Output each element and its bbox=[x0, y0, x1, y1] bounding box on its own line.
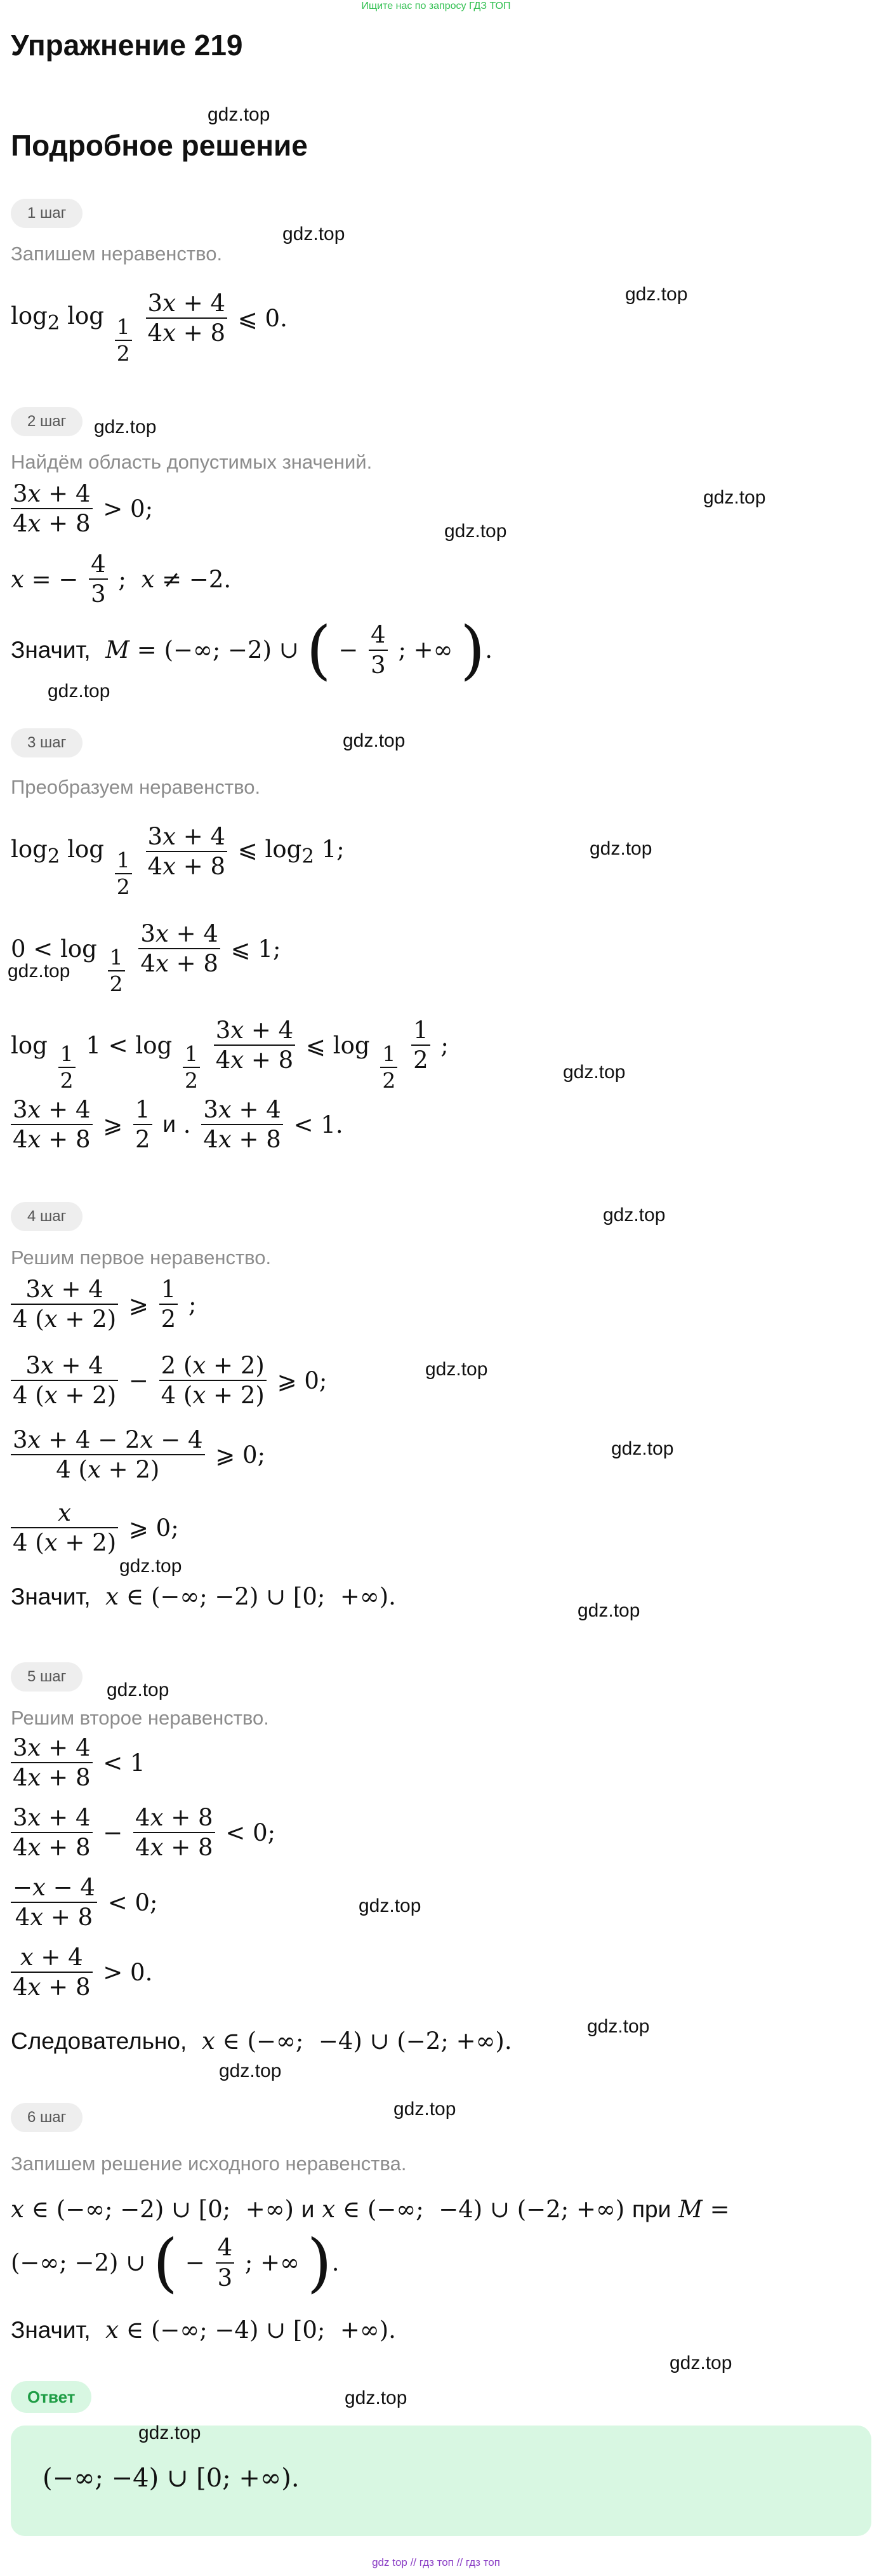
step-3-formula-1: $\log_2 \log$ $\frac{1}{2}$ $\frac{3x + 4}{4x + 8}$ ⩽ $\log_2 1$; bbox=[11, 823, 345, 900]
watermark: gdz.top bbox=[578, 1600, 640, 1621]
step-3-hint: Преобразуем неравенство. bbox=[11, 776, 261, 798]
watermark: gdz.top bbox=[138, 2422, 201, 2443]
watermark: gdz.top bbox=[670, 2352, 732, 2373]
step-6-formula-3: Значит, x ∈ (−∞; −4) ∪ [0; +∞). bbox=[11, 2316, 396, 2344]
watermark: gdz.top bbox=[343, 730, 406, 751]
step-4-formula-1: $\frac{3x + 4}{4 (x + 2)}$ ⩾ $\frac{1}{2}$ ; bbox=[11, 1275, 196, 1333]
step-4-badge: 4 шаг bbox=[11, 1202, 83, 1231]
step-4-formula-2: $\frac{3x + 4}{4 (x + 2)}$ − $\frac{2 (x + 2)}{4 (x + 2)}$ ⩾ 0; bbox=[11, 1351, 327, 1410]
search-hint-banner: Ищите нас по запросу ГДЗ ТОП bbox=[361, 1, 511, 11]
watermark: gdz.top bbox=[359, 1895, 421, 1916]
step-5-badge: 5 шаг bbox=[11, 1662, 83, 1692]
step-5-formula-5: Следовательно, x ∈ (−∞; −4) ∪ (−2; +∞). bbox=[11, 2027, 512, 2055]
section-title: Подробное решение bbox=[11, 129, 308, 162]
step-4-formula-3: $\frac{3x + 4 - 2x - 4}{4 (x + 2)}$ ⩾ 0; bbox=[11, 1425, 265, 1484]
step-6-badge: 6 шаг bbox=[11, 2103, 83, 2132]
step-2-formula-2: x = − $\frac{4}{3}$ ; x ≠ −2. bbox=[11, 551, 232, 608]
step-4-formula-4: $\frac{x}{4 (x + 2)}$ ⩾ 0; bbox=[11, 1498, 179, 1557]
watermark: gdz.top bbox=[107, 1679, 169, 1700]
watermark: gdz.top bbox=[282, 224, 345, 244]
step-5-formula-2: $\frac{3x + 4}{4x + 8}$ − $\frac{4x + 8}{4x + 8}$ < 0; bbox=[11, 1803, 275, 1862]
watermark: gdz.top bbox=[444, 521, 507, 542]
watermark: gdz.top bbox=[219, 2060, 282, 2081]
step-2-formula-3: Значит, M = (−∞; −2) ∪ ( − $\frac{4}{3}$ ; +∞ ). bbox=[11, 613, 493, 687]
step-5-formula-3: $\frac{-x - 4}{4x + 8}$ < 0; bbox=[11, 1873, 158, 1932]
watermark: gdz.top bbox=[48, 681, 110, 702]
step-5-formula-4: $\frac{x + 4}{4x + 8}$ > 0. bbox=[11, 1943, 152, 2001]
step-1-hint: Запишем неравенство. bbox=[11, 243, 223, 265]
footer-links[interactable]: gdz top // гдз топ // гдз топ bbox=[372, 2556, 500, 2568]
step-1-formula: $\log_2 \log$ $\frac{1}{2}$ $\frac{3x + 4}{4x + 8}$ ⩽ 0. bbox=[11, 290, 287, 366]
step-2-formula-1: $\frac{3x + 4}{4x + 8}$ > 0; bbox=[11, 479, 153, 538]
watermark: gdz.top bbox=[563, 1062, 626, 1083]
step-6-hint: Запишем решение исходного неравенства. bbox=[11, 2152, 407, 2175]
watermark: gdz.top bbox=[625, 284, 688, 305]
watermark: gdz.top bbox=[8, 961, 70, 982]
watermark: gdz.top bbox=[94, 417, 157, 437]
step-4-formula-5: Значит, x ∈ (−∞; −2) ∪ [0; +∞). bbox=[11, 1583, 396, 1610]
step-6-formula-2: (−∞; −2) ∪ ( − $\frac{4}{3}$ ; +∞ ). bbox=[11, 2226, 340, 2300]
watermark: gdz.top bbox=[345, 2387, 407, 2408]
watermark: gdz.top bbox=[208, 104, 270, 125]
answer-badge: Ответ bbox=[11, 2381, 91, 2413]
step-3-badge: 3 шаг bbox=[11, 728, 83, 757]
step-1-badge: 1 шаг bbox=[11, 199, 83, 228]
step-6-formula-1: x ∈ (−∞; −2) ∪ [0; +∞) и x ∈ (−∞; −4) ∪ (−2; +∞) при M = bbox=[11, 2196, 730, 2223]
step-3-formula-2: 0 < log $\frac{1}{2}$ $\frac{3x + 4}{4x + 8}$ ⩽ 1; bbox=[11, 920, 281, 997]
step-5-formula-1: $\frac{3x + 4}{4x + 8}$ < 1 bbox=[11, 1733, 145, 1792]
watermark: gdz.top bbox=[425, 1359, 488, 1380]
step-3-formula-4: $\frac{3x + 4}{4x + 8}$ ⩾ $\frac{1}{2}$ и . $\frac{3x + 4}{4x + 8}$ < 1. bbox=[11, 1095, 343, 1154]
watermark: gdz.top bbox=[611, 1438, 674, 1459]
watermark: gdz.top bbox=[587, 2016, 650, 2037]
watermark: gdz.top bbox=[393, 2099, 456, 2119]
step-2-badge: 2 шаг bbox=[11, 407, 83, 436]
watermark: gdz.top bbox=[603, 1205, 666, 1225]
page-title: Упражнение 219 bbox=[11, 29, 243, 62]
watermark: gdz.top bbox=[703, 487, 766, 508]
step-2-hint: Найдём область допустимых значений. bbox=[11, 451, 373, 473]
answer-value: (−∞; −4) ∪ [0; +∞). bbox=[43, 2464, 300, 2493]
step-4-hint: Решим первое неравенство. bbox=[11, 1246, 272, 1269]
watermark: gdz.top bbox=[119, 1556, 182, 1577]
watermark: gdz.top bbox=[590, 838, 652, 859]
step-3-formula-3: log $\frac{1}{2}$ 1 < log $\frac{1}{2}$ $\frac{3x + 4}{4x + 8}$ ⩽ log $\frac{1}{2}$ $\frac{1}{2}$ ; bbox=[11, 1017, 449, 1093]
step-5-hint: Решим второе неравенство. bbox=[11, 1707, 269, 1729]
